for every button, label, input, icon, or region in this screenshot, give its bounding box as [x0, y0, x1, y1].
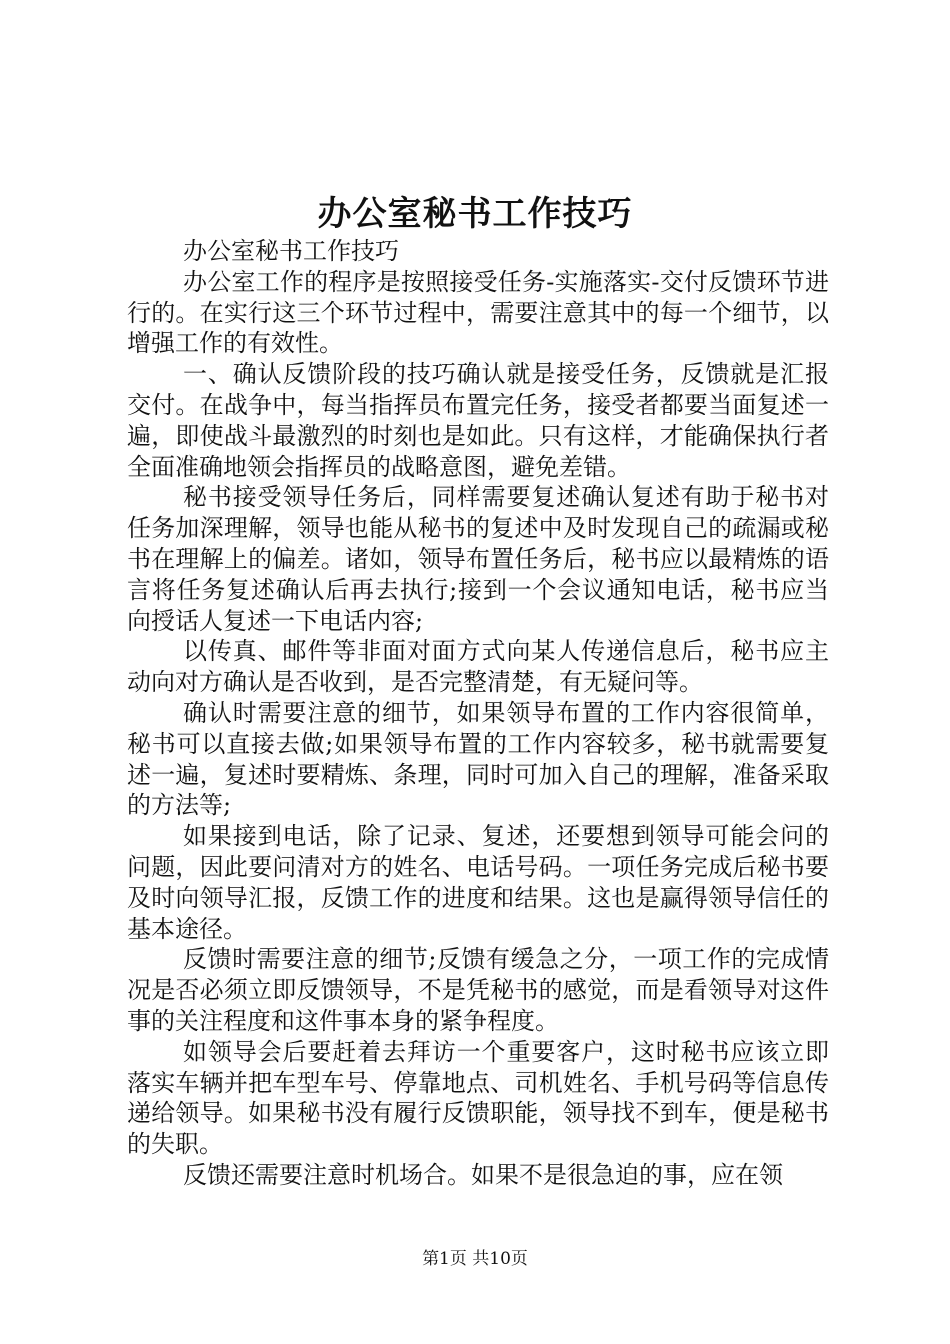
document-title: 办公室秘书工作技巧	[317, 194, 633, 234]
paragraph-client-visit: 如领导会后要赶着去拜访一个重要客户，这时秘书应该立即落实车辆并把车型车号、停靠地点、司机姓名、手机号码等信息传递给领导。如果秘书没有履行反馈职能，领导找不到车，便是秘书的失职。	[127, 1037, 829, 1159]
paragraph-phone-call: 如果接到电话，除了记录、复述，还要想到领导可能会问的问题，因此要问清对方的姓名、电话号码。一项任务完成后秘书要及时向领导汇报，反馈工作的进度和结果。这也是赢得领导信任的基本途径。	[127, 822, 829, 943]
paragraph-subtitle: 办公室秘书工作技巧	[183, 237, 399, 265]
paragraph-fax-email: 以传真、邮件等非面对面方式向某人传递信息后，秘书应主动向对方确认是否收到，是否完整清楚，有无疑问等。	[127, 637, 829, 697]
paragraph-section-one: 一、确认反馈阶段的技巧确认就是接受任务，反馈就是汇报交付。在战争中，每当指挥员布置完任务，接受者都要当面复述一遍，即使战斗最激烈的时刻也是如此。只有这样，才能确保执行者全面准确地领会指挥员的战略意图，避免差错。	[127, 360, 829, 481]
paragraph-restate-confirm: 秘书接受领导任务后，同样需要复述确认复述有助于秘书对任务加深理解，领导也能从秘书的复述中及时发现自己的疏漏或秘书在理解上的偏差。诸如，领导布置任务后，秘书应以最精炼的语言将任务复述确认后再去执行;接到一个会议通知电话，秘书应当向授话人复述一下电话内容;	[127, 483, 829, 635]
paragraph-feedback-timing: 反馈还需要注意时机场合。如果不是很急迫的事，应在领	[183, 1160, 783, 1189]
paragraph-intro: 办公室工作的程序是按照接受任务-实施落实-交付反馈环节进行的。在实行这三个环节过程中，需要注意其中的每一个细节，以增强工作的有效性。	[127, 267, 829, 358]
document-body	[127, 236, 829, 1191]
paragraph-feedback-details: 反馈时需要注意的细节;反馈有缓急之分，一项工作的完成情况是否必须立即反馈领导，不是凭秘书的感觉，而是看领导对这件事的关注程度和这件事本身的紧争程度。	[127, 945, 829, 1035]
paragraph-confirm-details: 确认时需要注意的细节，如果领导布置的工作内容很简单，秘书可以直接去做;如果领导布置的工作内容较多，秘书就需要复述一遍，复述时要精炼、条理，同时可加入自己的理解，准备采取的方法等;	[127, 698, 829, 820]
page-footer: 第1页 共10页	[422, 1249, 528, 1269]
